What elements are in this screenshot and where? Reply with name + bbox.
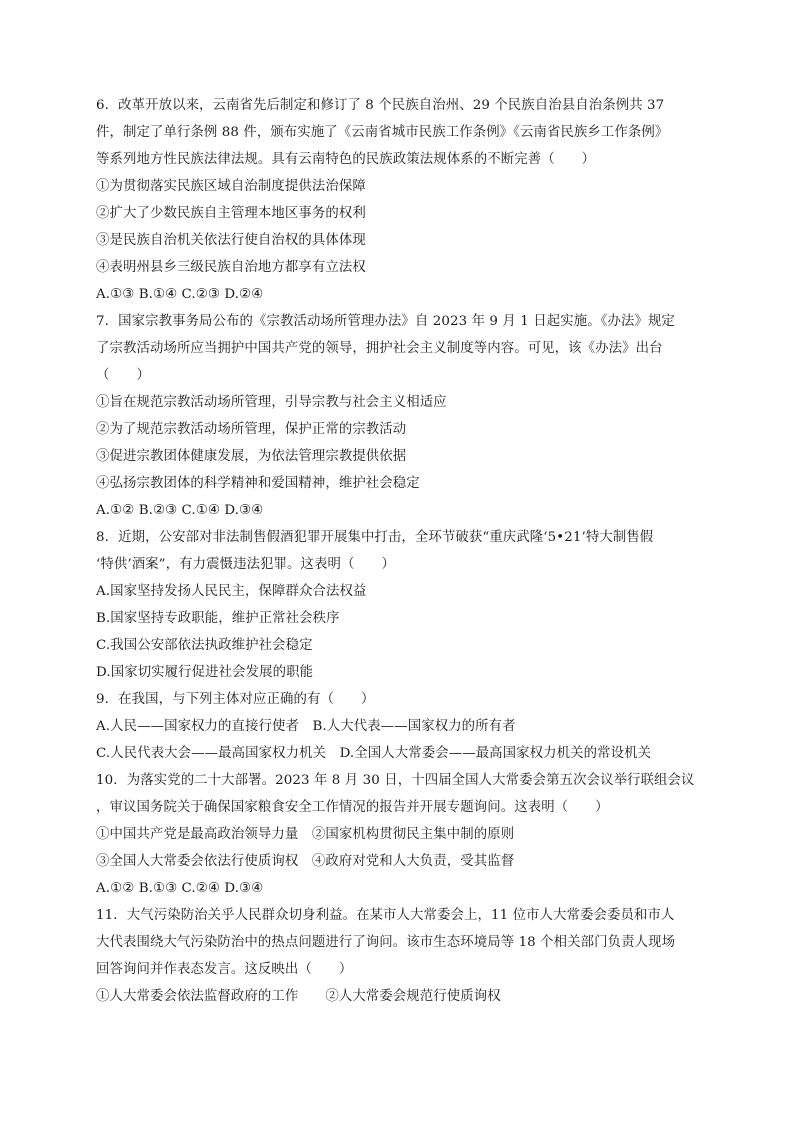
answer-option: B.国家坚持专政职能，维护正常社会秩序 [96, 611, 340, 626]
question-stem: 7．国家宗教事务局公布的《宗教活动场所管理办法》自 2023 年 9 月 1 日起实施。《办法》规定 [96, 314, 675, 329]
statement-option: ①中国共产党是最高政治领导力量 ②国家机构贯彻民主集中制的原则 [96, 827, 515, 842]
question-stem: 大代表围绕大气污染防治中的热点问题进行了询问。该市生态环境局等 18 个相关部门负责人现场 [96, 935, 676, 950]
question-7 [96, 308, 716, 524]
answer-option: A.人民——国家权力的直接行使者 B.人大代表——国家权力的所有者 [96, 719, 516, 734]
question-stem: 回答询问并作表态发言。这反映出（ ） [96, 962, 353, 977]
statement-option: ③促进宗教团体健康发展，为依法管理宗教提供依据 [96, 449, 407, 464]
statement-option: ①旨在规范宗教活动场所管理，引导宗教与社会主义相适应 [96, 395, 447, 410]
question-stem: 10．为落实党的二十大部署。2023 年 8 月 30 日，十四届全国人大常委会第五次会议举行联组会议 [96, 773, 695, 788]
question-stem: 件，制定了单行条例 88 件，颁布实施了《云南省城市民族工作条例》《云南省民族乡工作条例》 [96, 125, 669, 140]
question-8 [96, 524, 716, 686]
answer-choices: A.①③ B.①④ C.②③ D.②④ [96, 287, 264, 302]
question-stem: 9．在我国，与下列主体对应正确的有（ ） [96, 692, 375, 707]
statement-option: ④弘扬宗教团体的科学精神和爱国精神，维护社会稳定 [96, 476, 420, 491]
statement-option: ④表明州县乡三级民族自治地方都享有立法权 [96, 260, 366, 275]
question-stem: 了宗教活动场所应当拥护中国共产党的领导，拥护社会主义制度等内容。可见，该《办法》出台 [96, 341, 663, 356]
question-9 [96, 686, 716, 767]
answer-option: D.国家切实履行促进社会发展的职能 [96, 665, 314, 680]
question-11 [96, 902, 716, 1010]
statement-option: ②扩大了少数民族自主管理本地区事务的权利 [96, 206, 366, 221]
answer-option: C.我国公安部依法执政维护社会稳定 [96, 638, 313, 653]
question-stem: 6．改革开放以来，云南省先后制定和修订了 8 个民族自治州、29 个民族自治县自治条例共 37 [96, 98, 665, 113]
statement-option: ③全国人大常委会依法行使质询权 ④政府对党和人大负责，受其监督 [96, 854, 515, 869]
question-stem: ‘特供’酒案”，有力震慑违法犯罪。这表明（ ） [96, 557, 395, 572]
question-list [96, 92, 716, 1010]
question-6 [96, 92, 716, 308]
question-stem: 8．近期，公安部对非法制售假酒犯罪开展集中打击，全环节破获“重庆武隆‘5•21’特大制售假 [96, 530, 654, 545]
question-10 [96, 767, 716, 902]
question-stem: 等系列地方性民族法律法规。具有云南特色的民族政策法规体系的不断完善（ ） [96, 152, 596, 167]
statement-option: ②为了规范宗教活动场所管理，保护正常的宗教活动 [96, 422, 407, 437]
statement-option: ③是民族自治机关依法行使自治权的具体体现 [96, 233, 366, 248]
question-stem: 11．大气污染防治关乎人民群众切身利益。在某市人大常委会上，11 位市人大常委会委员和市人 [96, 908, 675, 923]
answer-option: C.人民代表大会——最高国家权力机关 D.全国人大常委会——最高国家权力机关的常设机关 [96, 746, 652, 761]
statement-option: ①为贯彻落实民族区域自治制度提供法治保障 [96, 179, 366, 194]
question-stem: （ ） [96, 368, 150, 383]
answer-choices: A.①② B.①③ C.②④ D.③④ [96, 881, 264, 896]
answer-option: A.国家坚持发扬人民民主，保障群众合法权益 [96, 584, 367, 599]
answer-choices: A.①② B.②③ C.①④ D.③④ [96, 503, 264, 518]
statement-option: ①人大常委会依法监督政府的工作 ②人大常委会规范行使质询权 [96, 989, 501, 1004]
question-stem: ，审议国务院关于确保国家粮食安全工作情况的报告并开展专题询问。这表明（ ） [96, 800, 609, 815]
